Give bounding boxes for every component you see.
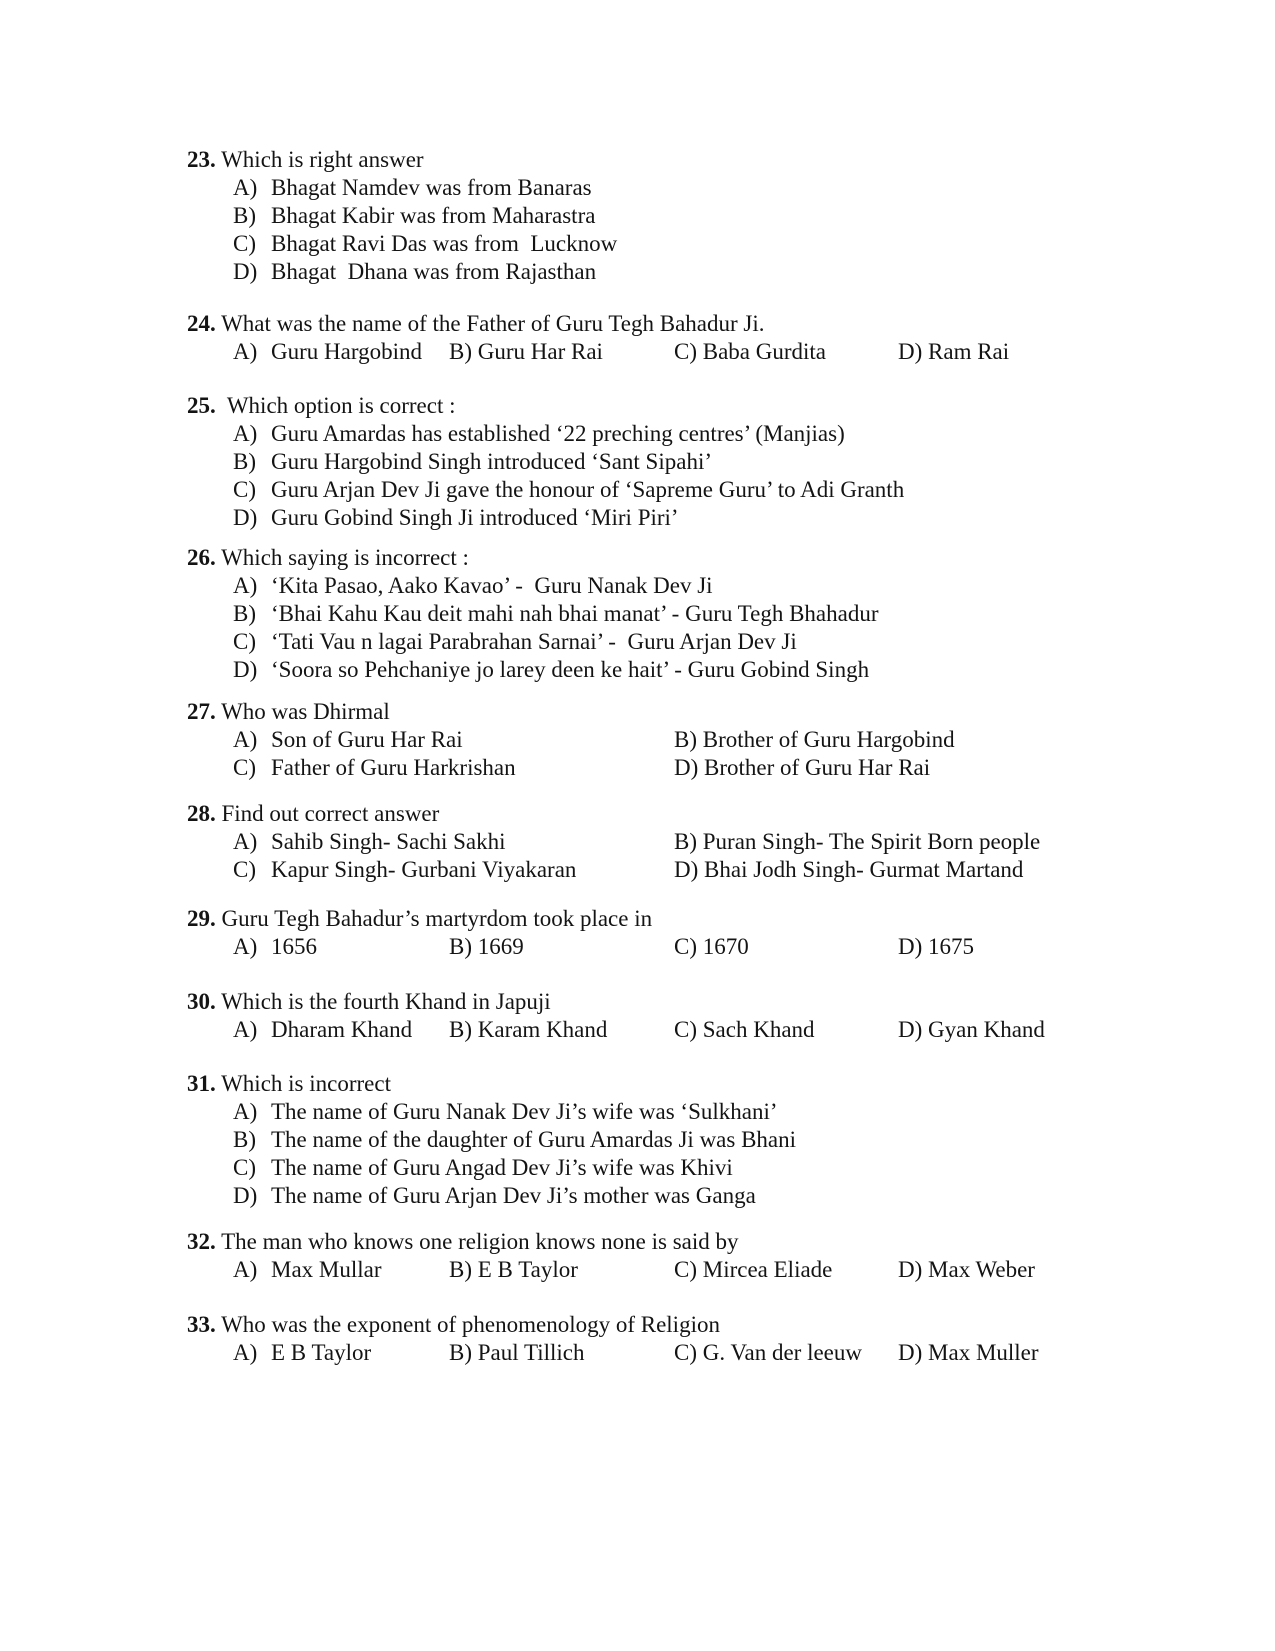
option-d (187, 1182, 1187, 1210)
option-d (187, 656, 1187, 684)
question-number: 23. (187, 147, 216, 172)
option-text: ‘Kita Pasao, Aako Kavao’ - Guru Nanak Dev Ji (271, 573, 713, 598)
option-text: 1675 (928, 934, 975, 959)
option-label: D) (233, 259, 258, 284)
option-text: Kapur Singh- Gurbani Viyakaran (271, 857, 577, 882)
option-d (187, 504, 1187, 532)
option-d (898, 933, 974, 961)
option-text: Dharam Khand (271, 1017, 413, 1042)
option-label: D) (898, 1257, 923, 1282)
question-number: 24. (187, 311, 216, 336)
option-text: Sahib Singh- Sachi Sakhi (271, 829, 506, 854)
option-b (449, 1256, 578, 1284)
question-25 (187, 392, 1187, 532)
option-text: The name of Guru Angad Dev Ji’s wife was Khivi (271, 1155, 733, 1180)
option-b (449, 1016, 607, 1044)
question-29 (187, 905, 1187, 961)
option-label: C) (233, 477, 256, 502)
option-a (233, 338, 422, 366)
question-stem (187, 310, 1187, 338)
option-d (674, 856, 1023, 884)
option-b (187, 600, 1187, 628)
option-label: A) (233, 1257, 258, 1282)
option-text: Gyan Khand (928, 1017, 1045, 1042)
question-28 (187, 800, 1187, 884)
option-text: Max Muller (928, 1340, 1039, 1365)
option-label: C) (674, 339, 697, 364)
option-label: C) (233, 629, 256, 654)
question-stem (187, 800, 1187, 828)
option-d (674, 754, 930, 782)
option-c (674, 933, 749, 961)
question-stem (187, 905, 1187, 933)
option-c (233, 754, 516, 782)
question-number: 30. (187, 989, 216, 1014)
question-text: The man who knows one religion knows none is said by (221, 1229, 739, 1254)
options-row (187, 828, 1187, 856)
options-row (187, 933, 1187, 961)
option-a (233, 828, 505, 856)
option-label: B) (449, 1257, 472, 1282)
question-number: 33. (187, 1312, 216, 1337)
option-label: A) (233, 421, 258, 446)
question-stem (187, 146, 1187, 174)
option-text: Ram Rai (928, 339, 1010, 364)
option-b (187, 448, 1187, 476)
option-label: B) (674, 727, 697, 752)
option-text: Son of Guru Har Rai (271, 727, 463, 752)
option-b (674, 828, 1040, 856)
option-text: G. Van der leeuw (702, 1340, 862, 1365)
option-text: Max Weber (928, 1257, 1035, 1282)
option-c (674, 1339, 862, 1367)
option-label: A) (233, 1340, 258, 1365)
option-text: Guru Hargobind (271, 339, 422, 364)
option-label: A) (233, 934, 258, 959)
option-label: B) (233, 1127, 256, 1152)
option-a (233, 933, 317, 961)
option-text: Bhagat Ravi Das was from Lucknow (271, 231, 618, 256)
option-text: Brother of Guru Hargobind (702, 727, 955, 752)
option-c (187, 230, 1187, 258)
question-text: What was the name of the Father of Guru Tegh Bahadur Ji. (221, 311, 765, 336)
option-text: Bhagat Kabir was from Maharastra (271, 203, 596, 228)
option-label: A) (233, 1099, 258, 1124)
option-label: B) (233, 449, 256, 474)
option-label: D) (898, 339, 923, 364)
option-text: Brother of Guru Har Rai (704, 755, 931, 780)
question-27 (187, 698, 1187, 782)
option-b (449, 1339, 584, 1367)
question-stem (187, 698, 1187, 726)
question-text: Which saying is incorrect : (221, 545, 469, 570)
options-row (187, 1339, 1187, 1367)
question-number: 31. (187, 1071, 216, 1096)
option-text: Puran Singh- The Spirit Born people (702, 829, 1041, 854)
option-d (898, 1339, 1039, 1367)
option-text: The name of Guru Arjan Dev Ji’s mother was Ganga (271, 1183, 756, 1208)
option-text: 1656 (271, 934, 317, 959)
option-label: A) (233, 573, 258, 598)
option-label: D) (233, 505, 258, 530)
question-31 (187, 1070, 1187, 1210)
option-label: C) (233, 857, 256, 882)
question-number: 32. (187, 1229, 216, 1254)
options-row (187, 754, 1187, 782)
option-a (233, 1339, 371, 1367)
option-text: Guru Hargobind Singh introduced ‘Sant Sipahi’ (271, 449, 712, 474)
option-a (187, 420, 1187, 448)
option-c (674, 1016, 815, 1044)
option-label: B) (449, 1017, 472, 1042)
option-d (187, 258, 1187, 286)
option-text: E B Taylor (271, 1340, 372, 1365)
option-label: A) (233, 727, 258, 752)
question-33 (187, 1311, 1187, 1367)
option-text: Baba Gurdita (702, 339, 827, 364)
option-text: 1669 (477, 934, 524, 959)
question-number: 26. (187, 545, 216, 570)
option-text: Guru Gobind Singh Ji introduced ‘Miri Piri’ (271, 505, 679, 530)
options-row (187, 856, 1187, 884)
question-text: Find out correct answer (221, 801, 440, 826)
option-a (233, 1256, 382, 1284)
question-32 (187, 1228, 1187, 1284)
options-row (187, 1016, 1187, 1044)
option-label: C) (233, 755, 256, 780)
option-text: Guru Har Rai (477, 339, 603, 364)
option-text: ‘Bhai Kahu Kau deit mahi nah bhai manat’ - Guru Tegh Bhahadur (271, 601, 879, 626)
option-text: ‘Tati Vau n lagai Parabrahan Sarnai’ - Guru Arjan Dev Ji (271, 629, 797, 654)
option-text: Guru Amardas has established ‘22 preching centres’ (Manjias) (271, 421, 845, 446)
option-text: E B Taylor (477, 1257, 578, 1282)
option-a (187, 174, 1187, 202)
option-c (187, 1154, 1187, 1182)
option-label: B) (449, 1340, 472, 1365)
options-row (187, 1256, 1187, 1284)
question-text: Guru Tegh Bahadur’s martyrdom took place in (221, 906, 653, 931)
option-text: Max Mullar (271, 1257, 382, 1282)
option-label: D) (674, 755, 699, 780)
option-label: A) (233, 1017, 258, 1042)
question-23 (187, 146, 1187, 286)
option-label: C) (674, 934, 697, 959)
option-label: B) (449, 339, 472, 364)
option-label: C) (674, 1017, 697, 1042)
option-text: Mircea Eliade (702, 1257, 833, 1282)
question-text: Which option is correct : (226, 393, 456, 418)
option-label: D) (898, 934, 923, 959)
option-c (674, 1256, 832, 1284)
option-label: C) (674, 1257, 697, 1282)
option-b (674, 726, 955, 754)
option-label: D) (898, 1017, 923, 1042)
option-label: B) (233, 601, 256, 626)
question-stem (187, 1228, 1187, 1256)
question-text: Who was Dhirmal (221, 699, 390, 724)
option-text: The name of Guru Nanak Dev Ji’s wife was ‘Sulkhani’ (271, 1099, 778, 1124)
option-text: Paul Tillich (477, 1340, 585, 1365)
option-text: Sach Khand (702, 1017, 815, 1042)
option-label: A) (233, 339, 258, 364)
option-label: D) (233, 657, 258, 682)
option-label: D) (233, 1183, 258, 1208)
option-c (233, 856, 576, 884)
option-label: B) (449, 934, 472, 959)
option-text: 1670 (702, 934, 749, 959)
question-stem (187, 1311, 1187, 1339)
option-label: A) (233, 829, 258, 854)
option-c (674, 338, 826, 366)
question-text: Which is the fourth Khand in Japuji (221, 989, 551, 1014)
option-label: B) (233, 203, 256, 228)
question-text: Which is incorrect (221, 1071, 391, 1096)
option-a (233, 726, 463, 754)
option-label: C) (233, 231, 256, 256)
question-number: 27. (187, 699, 216, 724)
question-30 (187, 988, 1187, 1044)
option-d (898, 1016, 1045, 1044)
option-label: C) (674, 1340, 697, 1365)
question-stem (187, 988, 1187, 1016)
question-number: 29. (187, 906, 216, 931)
option-c (187, 476, 1187, 504)
option-text: Bhagat Namdev was from Banaras (271, 175, 592, 200)
option-text: Bhai Jodh Singh- Gurmat Martand (704, 857, 1024, 882)
option-b (449, 933, 524, 961)
option-b (187, 1126, 1187, 1154)
option-text: Karam Khand (477, 1017, 608, 1042)
option-c (187, 628, 1187, 656)
option-label: C) (233, 1155, 256, 1180)
question-24 (187, 310, 1187, 366)
question-stem (187, 1070, 1187, 1098)
question-stem (187, 392, 1187, 420)
question-number: 25. (187, 393, 216, 418)
option-text: The name of the daughter of Guru Amardas Ji was Bhani (271, 1127, 797, 1152)
option-text: Bhagat Dhana was from Rajasthan (271, 259, 597, 284)
option-label: A) (233, 175, 258, 200)
option-d (898, 338, 1009, 366)
option-text: Guru Arjan Dev Ji gave the honour of ‘Sapreme Guru’ to Adi Granth (271, 477, 905, 502)
question-text: Who was the exponent of phenomenology of Religion (221, 1312, 720, 1337)
option-d (898, 1256, 1035, 1284)
option-label: D) (674, 857, 699, 882)
question-26 (187, 544, 1187, 684)
option-text: ‘Soora so Pehchaniye jo larey deen ke hait’ - Guru Gobind Singh (271, 657, 870, 682)
options-row (187, 726, 1187, 754)
question-text: Which is right answer (221, 147, 424, 172)
question-stem (187, 544, 1187, 572)
option-a (187, 572, 1187, 600)
options-row (187, 338, 1187, 366)
option-label: D) (898, 1340, 923, 1365)
option-a (233, 1016, 412, 1044)
option-b (187, 202, 1187, 230)
option-label: B) (674, 829, 697, 854)
option-a (187, 1098, 1187, 1126)
option-text: Father of Guru Harkrishan (271, 755, 516, 780)
question-number: 28. (187, 801, 216, 826)
option-b (449, 338, 603, 366)
